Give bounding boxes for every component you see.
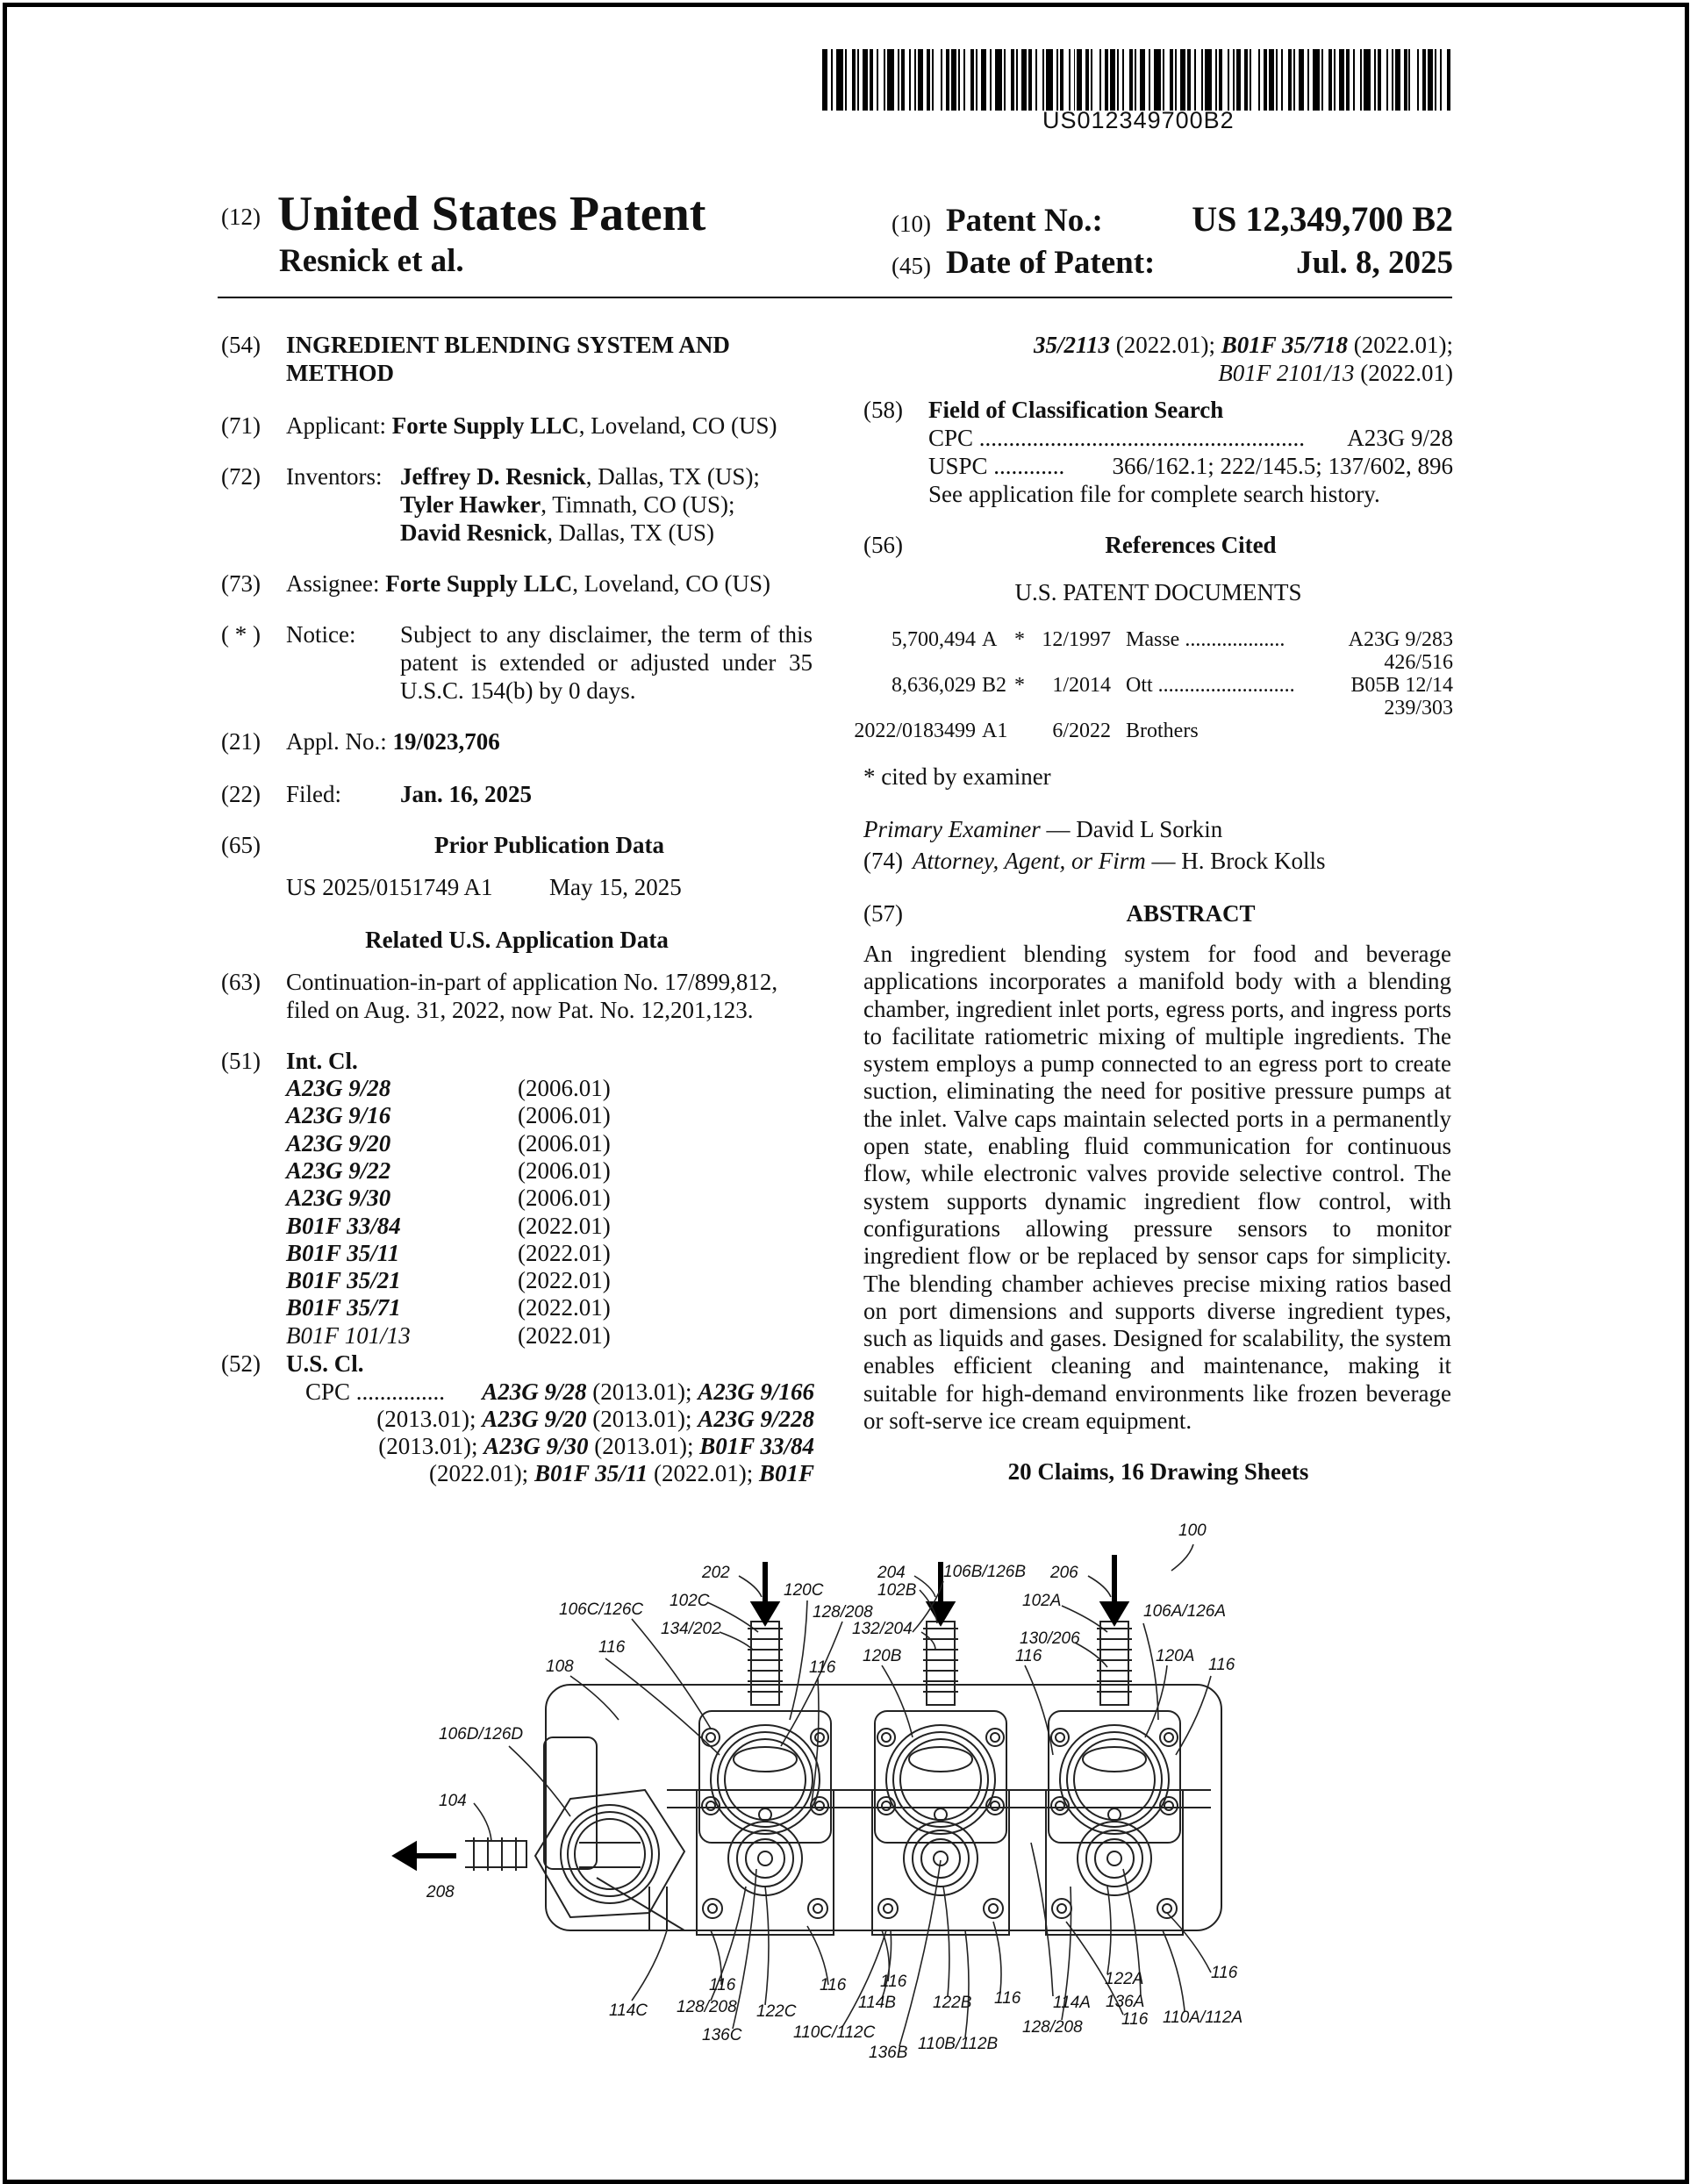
reference-numeral-136b: 136B [869, 2044, 908, 2062]
reference-numeral-102b: 102B [877, 1581, 917, 1600]
reference-numeral-122a: 122A [1105, 1970, 1144, 1988]
cpc-line4: (2022.01); B01F 35/11 (2022.01); B01F [428, 1460, 814, 1486]
reference-class: B05B 12/14 [1350, 674, 1453, 697]
reference-numeral-122c: 122C [756, 2002, 797, 2021]
leader-line [632, 1930, 667, 2001]
int-cl-code: B01F 35/11 [286, 1239, 400, 1266]
notice-line1: Subject to any disclaimer, the term of this [400, 621, 813, 648]
abstract-heading: ABSTRACT [1126, 900, 1256, 927]
reference-numeral-116j: 116 [1211, 1964, 1238, 1982]
inid-56: (56) [863, 532, 903, 558]
reference-numeral-116h: 116 [994, 1989, 1021, 2008]
int-cl-code: B01F 101/13 [286, 1321, 411, 1349]
reference-cited-marker: * [1014, 628, 1025, 651]
reference-numeral-110a: 110A/112A [1163, 2009, 1243, 2027]
int-cl-version: (2006.01) [518, 1156, 611, 1184]
reference-name: Brothers [1126, 720, 1199, 742]
reference-numeral-122b: 122B [933, 1994, 972, 2012]
reference-numeral-204: 204 [877, 1564, 906, 1582]
barcode-space [1251, 49, 1258, 111]
int-cl-code: B01F 33/84 [286, 1212, 401, 1239]
inid-code-45: (45) [892, 253, 931, 279]
cpc-continued-line1: 35/2113 (2022.01); B01F 35/718 (2022.01); [1033, 332, 1453, 358]
int-cl-label: Int. Cl. [286, 1048, 358, 1074]
inventor-3: David Resnick, Dallas, TX (US) [400, 519, 715, 546]
valve-housing [875, 1711, 1006, 1843]
valve-housing [699, 1711, 831, 1843]
reference-numeral-104: 104 [439, 1792, 467, 1810]
leader-line [1167, 1913, 1211, 1973]
int-cl-row [286, 1321, 611, 1350]
int-cl-row [286, 1129, 611, 1157]
barcode-space [1092, 49, 1099, 111]
barcode-bar [1205, 49, 1212, 111]
int-cl-version: (2006.01) [518, 1185, 611, 1212]
leader-line [1143, 1623, 1158, 1720]
prior-publication-number: US 2025/0151749 A1 [286, 874, 493, 900]
reference-numeral-106a: 106A/126A [1143, 1602, 1227, 1621]
reference-numeral-114c: 114C [609, 2001, 648, 2020]
reference-numeral-136c: 136C [702, 2026, 742, 2044]
int-cl-row [286, 1185, 611, 1212]
assignee: Assignee: Forte Supply LLC, Loveland, CO (US) [286, 570, 770, 597]
applicant: Applicant: Forte Supply LLC, Loveland, CO (US) [286, 412, 777, 439]
reference-class: A23G 9/283 [1348, 628, 1453, 651]
int-cl-code: A23G 9/30 [286, 1185, 391, 1212]
cpc-line1: CPC ............... [305, 1378, 446, 1405]
inid-58: (58) [863, 397, 903, 423]
patent-number-label: Patent No.: [946, 203, 1103, 239]
reference-numeral-108: 108 [546, 1658, 574, 1676]
see-application-note: See application file for complete search history. [928, 481, 1380, 507]
reference-numeral-116a: 116 [598, 1638, 626, 1657]
valve-housing [1049, 1711, 1180, 1843]
application-number: Appl. No.: 19/023,706 [286, 728, 500, 755]
leader-line [739, 1576, 762, 1597]
int-cl-row [286, 1267, 611, 1294]
cpc-line1-codes: A23G 9/28 (2013.01); A23G 9/166 [482, 1378, 814, 1405]
reference-numeral-106c: 106C/126C [559, 1600, 644, 1619]
int-cl-version: (2022.01) [518, 1321, 611, 1349]
claims-and-sheets: 20 Claims, 16 Drawing Sheets [1007, 1458, 1309, 1485]
reference-numeral-208: 208 [426, 1883, 455, 1901]
int-cl-version: (2006.01) [518, 1129, 611, 1156]
sensor-port [728, 1822, 802, 1895]
reference-name: Masse ................... [1126, 628, 1285, 651]
barcode-bar [1447, 49, 1450, 111]
representative-drawing [386, 1509, 1281, 2071]
inid-71: (71) [221, 412, 261, 439]
int-cl-code: A23G 9/28 [286, 1075, 391, 1101]
inid-52: (52) [221, 1350, 261, 1377]
int-cl-code: A23G 9/20 [286, 1129, 391, 1156]
reference-cited-marker: * [1014, 674, 1025, 697]
prior-publication-heading: Prior Publication Data [434, 832, 664, 858]
reference-numeral-116i: 116 [1121, 2010, 1149, 2029]
inid-73: (73) [221, 570, 261, 597]
reference-numeral-102a: 102A [1022, 1592, 1062, 1610]
reference-numeral-106d: 106D/126D [439, 1725, 524, 1744]
cpc-line3: (2013.01); A23G 9/30 (2013.01); B01F 33/84 [378, 1433, 814, 1459]
barcode-bar [995, 49, 1002, 111]
us-cl-label: U.S. Cl. [286, 1350, 364, 1377]
int-cl-code: A23G 9/22 [286, 1156, 391, 1184]
int-cl-row [286, 1075, 611, 1102]
int-cl-row [286, 1102, 611, 1129]
reference-numeral-202: 202 [702, 1564, 730, 1582]
int-cl-row [286, 1156, 611, 1185]
reference-date: 6/2022 [1052, 720, 1111, 742]
int-cl-version: (2006.01) [518, 1075, 611, 1101]
reference-numeral-120b: 120B [863, 1647, 902, 1665]
barcode-bar [887, 49, 894, 111]
reference-numeral-116d: 116 [1208, 1656, 1235, 1674]
leader-line [720, 1632, 753, 1650]
filed-label: Filed: [286, 781, 342, 807]
reference-number: 8,636,029 [892, 674, 976, 697]
patent-number: US 12,349,700 B2 [1192, 199, 1453, 239]
leader-line [790, 1600, 807, 1720]
inventors-label: Inventors: [286, 463, 383, 490]
inid-65: (65) [221, 832, 261, 858]
leader-line [943, 1887, 949, 1996]
reference-numeral-110b: 110B/112B [918, 2035, 999, 2053]
leader-line [882, 1665, 913, 1737]
reference-name: Ott .......................... [1126, 674, 1295, 697]
inid-54: (54) [221, 332, 261, 358]
leader-line [1171, 1544, 1193, 1571]
reference-kind: A1 [982, 720, 1008, 742]
int-cl-version: (2022.01) [518, 1212, 611, 1239]
leader-line [570, 1676, 619, 1720]
inid-72: (72) [221, 463, 261, 490]
abstract-text: An ingredient blending system for food and beverage applications incorporates a manifold body with a blending chamber, ingredient inlet ports, egress ports, and ingress ports to facilitate ratiometric mixing of multiple ingredients. The system employs a pump connected to an egress port to create suction, eliminating the need for positive pressure pumps at the inlet. Valve caps maintain selected ports in a permanently open state, enabling fluid communication for continuous flow, while electronic valves provide selective control. The system supports dynamic ingredient flow control, with configurations allowing pressure sensors to monitor ingredient flow or be replaced by sensor caps for simplicity. The blending chamber achieves precise mixing ratios based on port dimensions and supports diverse ingredient types, such as liquids and gases. Designed for scalability, the system enables efficient cleaning and maintenance, making it suitable for high-demand environments like frozen beverage or soft-serve ice cream equipment. [863, 941, 1451, 1435]
leader-line [965, 1930, 969, 2037]
barcode-space [934, 49, 941, 111]
outlet-fitting [535, 1790, 684, 1917]
reference-class-secondary: 426/516 [1384, 651, 1453, 674]
barcode [822, 49, 1451, 111]
inid-63: (63) [221, 969, 261, 995]
reference-numeral-102c: 102C [670, 1592, 710, 1610]
barcode-bar [1313, 49, 1320, 111]
inid-code-10: (10) [892, 211, 931, 237]
int-cl-version: (2022.01) [518, 1239, 611, 1266]
inid-notice: ( * ) [221, 621, 261, 648]
inventor-2: Tyler Hawker, Timnath, CO (US); [400, 491, 735, 518]
inid-21: (21) [221, 728, 261, 755]
us-patent-documents-heading: U.S. PATENT DOCUMENTS [1014, 579, 1302, 605]
barcode-bar [1046, 49, 1053, 111]
cpc-continued-line2: B01F 2101/13 (2022.01) [1218, 360, 1453, 386]
reference-numeral-116b: 116 [809, 1658, 836, 1677]
leader-line [1163, 1930, 1185, 2011]
reference-date: 1/2014 [1052, 674, 1111, 697]
reference-numeral-206: 206 [1050, 1564, 1078, 1582]
int-cl-code: A23G 9/16 [286, 1102, 391, 1129]
reference-number: 2022/0183499 [854, 720, 976, 742]
reference-numeral-132: 132/204 [852, 1620, 913, 1638]
leader-line [509, 1746, 570, 1816]
int-cl-version: (2022.01) [518, 1294, 611, 1321]
reference-numeral-110c: 110C/112C [793, 2023, 876, 2042]
reference-numeral-114b: 114B [858, 1994, 896, 2012]
cited-by-examiner-note: * cited by examiner [863, 763, 1051, 790]
reference-kind: A [982, 628, 998, 651]
search-uspc: USPC ............ [928, 453, 1065, 479]
references-cited-heading: References Cited [1105, 532, 1277, 558]
inventor-1: Jeffrey D. Resnick, Dallas, TX (US); [400, 463, 760, 490]
leader-line [1031, 1843, 1053, 1996]
reference-numeral-116e: 116 [709, 1976, 736, 1994]
continuation-line2: filed on Aug. 31, 2022, now Pat. No. 12,201,123. [286, 997, 754, 1023]
invention-title-line2: METHOD [286, 360, 395, 386]
document-title: United States Patent [277, 187, 706, 241]
leader-line [993, 1922, 1001, 1992]
reference-numeral-120c: 120C [784, 1581, 824, 1600]
invention-title-line1: INGREDIENT BLENDING SYSTEM AND [286, 332, 730, 358]
inid-74: (74) [863, 848, 903, 874]
inid-51: (51) [221, 1048, 261, 1074]
search-cpc: CPC ....................................................... [928, 425, 1306, 451]
int-cl-code: B01F 35/21 [286, 1267, 401, 1294]
reference-numeral-136a: 136A [1106, 1993, 1145, 2011]
leader-line [765, 1887, 769, 2005]
reference-numeral-134: 134/202 [661, 1620, 721, 1638]
field-of-search-heading: Field of Classification Search [928, 397, 1224, 423]
cpc-line2: (2013.01); A23G 9/20 (2013.01); A23G 9/228 [376, 1406, 814, 1432]
leader-line [1145, 1665, 1167, 1737]
int-cl-version: (2006.01) [518, 1102, 611, 1129]
int-cl-version: (2022.01) [518, 1267, 611, 1294]
first-inventor-et-al: Resnick et al. [279, 243, 464, 279]
reference-numeral-128c: 128/208 [1022, 2018, 1083, 2037]
search-uspc-value: 366/162.1; 222/145.5; 137/602, 896 [1112, 453, 1453, 479]
reference-numeral-120a: 120A [1156, 1647, 1195, 1665]
valve-cap [1060, 1725, 1169, 1834]
leader-line [921, 1632, 935, 1650]
reference-numeral-128b: 128/208 [677, 1998, 737, 2016]
int-cl-row [286, 1239, 611, 1267]
reference-kind: B2 [982, 674, 1007, 697]
notice-line2: patent is extended or adjusted under 35 [400, 649, 813, 676]
reference-number: 5,700,494 [892, 628, 976, 651]
search-cpc-value: A23G 9/28 [1347, 425, 1453, 451]
notice-label: Notice: [286, 621, 356, 648]
reference-date: 12/1997 [1042, 628, 1111, 651]
header-rule [218, 297, 1452, 298]
int-cl-code: B01F 35/71 [286, 1294, 401, 1321]
barcode-space [1410, 49, 1417, 111]
outlet-nozzle [465, 1837, 526, 1871]
barcode-bar [1364, 49, 1371, 111]
sensor-port [1078, 1822, 1151, 1895]
leader-line [914, 1576, 935, 1597]
valve-cap [886, 1725, 995, 1834]
filed-date: Jan. 16, 2025 [400, 781, 533, 807]
barcode-bar [836, 49, 843, 111]
reference-numeral-128a: 128/208 [813, 1603, 873, 1622]
int-cl-row [286, 1294, 611, 1321]
reference-numeral-106b: 106B/126B [943, 1563, 1027, 1581]
inid-22: (22) [221, 781, 261, 807]
leader-line [474, 1803, 491, 1841]
reference-class-secondary: 239/303 [1384, 697, 1453, 720]
reference-numeral-130: 130/206 [1020, 1629, 1080, 1648]
prior-publication-date: May 15, 2025 [549, 874, 682, 900]
leader-line [1088, 1576, 1111, 1597]
inid-57: (57) [863, 900, 903, 927]
date-of-patent-label: Date of Patent: [946, 245, 1156, 281]
barcode-number: US012349700B2 [1042, 107, 1235, 133]
continuation-line1: Continuation-in-part of application No. 17/899,812, [286, 969, 778, 995]
reference-numeral-100: 100 [1178, 1522, 1207, 1540]
reference-numeral-116g: 116 [880, 1973, 907, 1991]
inid-code-12: (12) [221, 204, 261, 230]
reference-numeral-116c: 116 [1015, 1647, 1042, 1665]
reference-numeral-116f: 116 [820, 1976, 847, 1994]
attorney: Attorney, Agent, or Firm — H. Brock Kolls [913, 848, 1326, 874]
primary-examiner: Primary Examiner — David L Sorkin [863, 816, 1223, 842]
notice-line3: U.S.C. 154(b) by 0 days. [400, 677, 636, 704]
related-application-heading: Related U.S. Application Data [365, 927, 669, 953]
reference-numeral-114a: 114A [1053, 1994, 1091, 2012]
barcode-bar [1154, 49, 1161, 111]
valve-cap [711, 1725, 820, 1834]
int-cl-row [286, 1212, 611, 1240]
sensor-port [904, 1822, 977, 1895]
date-of-patent: Jul. 8, 2025 [1296, 245, 1453, 281]
